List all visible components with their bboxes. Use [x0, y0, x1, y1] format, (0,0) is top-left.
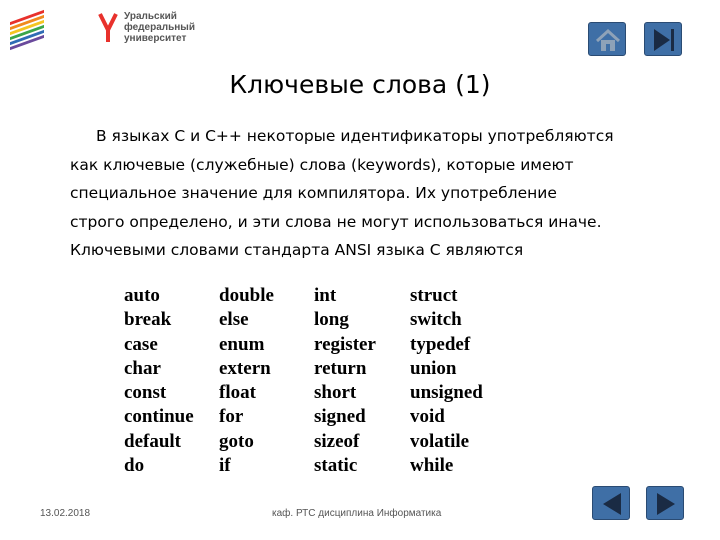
keyword: while — [410, 455, 454, 477]
keywords-column — [124, 284, 194, 478]
home-button[interactable] — [588, 22, 626, 56]
keywords-column — [410, 284, 483, 478]
keyword: goto — [219, 430, 254, 452]
keyword: for — [219, 406, 244, 428]
paragraph-line: как ключевые (служебные) слова (keywords), которые имеют — [70, 155, 574, 174]
keyword: continue — [124, 406, 194, 428]
previous-slide-button[interactable] — [592, 486, 630, 520]
keyword: const — [124, 382, 167, 404]
keyword: case — [124, 333, 158, 355]
keyword: return — [314, 357, 367, 379]
slide-title: Ключевые слова (1) — [229, 70, 491, 99]
keyword: long — [314, 309, 349, 331]
keywords-column — [219, 284, 274, 478]
skip-to-end-button[interactable] — [644, 22, 682, 56]
previous-slide-icon — [593, 487, 631, 521]
keyword: else — [219, 309, 249, 331]
keyword: extern — [219, 357, 271, 379]
keyword: char — [124, 357, 161, 379]
keyword: switch — [410, 309, 462, 331]
keyword: volatile — [410, 430, 470, 452]
keyword: break — [124, 309, 172, 331]
keyword: enum — [219, 333, 265, 355]
paragraph-line: Ключевыми словами стандарта ANSI языка С являются — [70, 241, 524, 259]
next-slide-icon — [647, 487, 685, 521]
keyword: do — [124, 455, 145, 477]
university-name — [124, 11, 234, 44]
logo-line-3: университет — [124, 33, 187, 44]
keyword: static — [314, 455, 358, 477]
keyword: register — [314, 333, 376, 355]
keyword: union — [410, 357, 457, 379]
keyword: void — [410, 406, 445, 428]
keyword: short — [314, 382, 357, 404]
keyword: sizeof — [314, 430, 360, 452]
keyword: signed — [314, 406, 366, 428]
ural-university-mark — [98, 12, 118, 44]
keywords-column — [314, 284, 376, 478]
university-stripes-logo — [10, 12, 44, 42]
slide-paragraph — [70, 122, 680, 265]
keyword: struct — [410, 285, 458, 306]
keyword: if — [219, 455, 231, 477]
keyword: double — [219, 285, 274, 306]
footer-date: 13.02.2018 — [40, 508, 91, 519]
paragraph-line: В языках С и С++ некоторые идентификаторы употребляются — [96, 127, 614, 145]
keyword: typedef — [410, 333, 471, 355]
keyword: unsigned — [410, 382, 483, 404]
keyword: auto — [124, 285, 160, 306]
logo-line-1: Уральский — [124, 11, 177, 22]
keyword: float — [219, 382, 256, 404]
next-slide-button[interactable] — [646, 486, 684, 520]
skip-to-end-icon — [645, 23, 683, 57]
keyword: default — [124, 430, 181, 452]
footer-text: каф. РТС дисциплина Информатика — [272, 508, 442, 519]
keyword: int — [314, 285, 337, 306]
paragraph-line: строго определено, и эти слова не могут использоваться иначе. — [70, 212, 602, 231]
logo-line-2: федеральный — [124, 22, 195, 33]
paragraph-line: специальное значение для компилятора. Их употребление — [70, 184, 557, 202]
home-icon — [589, 23, 627, 57]
